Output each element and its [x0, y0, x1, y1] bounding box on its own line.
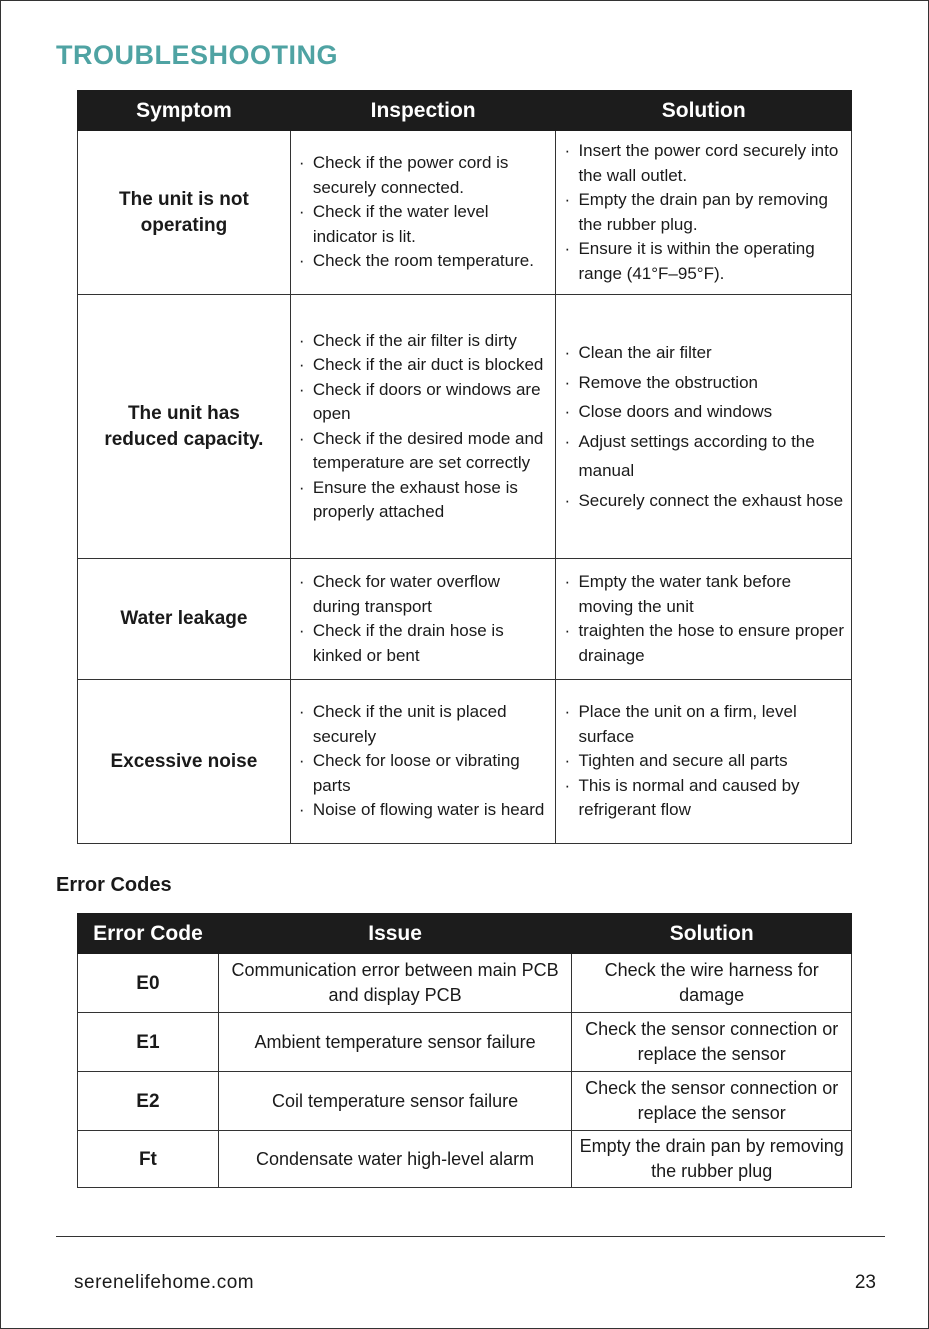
list-item: · Check if the power cord is securely connected.: [299, 151, 550, 200]
inspection-cell: [290, 295, 556, 559]
solution-cell: Empty the drain pan by removing the rubber plug: [572, 1131, 852, 1188]
list-item: · Place the unit on a firm, level surface: [564, 700, 845, 749]
header-solution: Solution: [572, 914, 852, 954]
troubleshooting-table: [77, 90, 852, 844]
list-item: · Empty the drain pan by removing the rubber plug.: [564, 188, 845, 237]
inspection-cell: [290, 131, 556, 295]
list-item: · Noise of flowing water is heard: [299, 798, 550, 823]
solution-cell: [556, 680, 852, 844]
list-item: · Ensure it is within the operating range (41°F–95°F).: [564, 237, 845, 286]
list-item: · Check if the water level indicator is lit.: [299, 200, 550, 249]
solution-list: [556, 139, 851, 286]
list-item: · Check if the unit is placed securely: [299, 700, 550, 749]
list-item: · Check if the desired mode and temperature are set correctly: [299, 427, 550, 476]
list-item: · Tighten and secure all parts: [564, 749, 845, 774]
inspection-list: [291, 570, 556, 668]
troubleshooting-header-row: [78, 91, 852, 131]
symptom-cell: The unit is not operating: [78, 131, 291, 295]
table-row: [78, 1131, 852, 1188]
list-item: · Adjust settings according to the manual: [564, 427, 845, 486]
error-codes-header-row: [78, 914, 852, 954]
solution-cell: Check the sensor connection or replace the sensor: [572, 1072, 852, 1131]
footer-divider: [56, 1236, 885, 1237]
solution-list: [556, 700, 851, 823]
list-item: · Check for water overflow during transport: [299, 570, 550, 619]
error-code-cell: E1: [78, 1013, 219, 1072]
inspection-list: [291, 329, 556, 525]
header-solution: Solution: [556, 91, 852, 131]
error-code-cell: Ft: [78, 1131, 219, 1188]
issue-cell: Coil temperature sensor failure: [218, 1072, 572, 1131]
list-item: · Check for loose or vibrating parts: [299, 749, 550, 798]
footer-website: serenelifehome.com: [74, 1272, 255, 1293]
table-row: [78, 680, 852, 844]
list-item: · traighten the hose to ensure proper drainage: [564, 619, 845, 668]
symptom-cell: Water leakage: [78, 559, 291, 680]
table-row: [78, 559, 852, 680]
table-row: [78, 1072, 852, 1131]
table-row: [78, 295, 852, 559]
solution-cell: Check the sensor connection or replace the sensor: [572, 1013, 852, 1072]
list-item: · Check if the drain hose is kinked or bent: [299, 619, 550, 668]
error-code-cell: E2: [78, 1072, 219, 1131]
list-item: · Check if the air filter is dirty: [299, 329, 550, 354]
header-error-code: Error Code: [78, 914, 219, 954]
header-inspection: Inspection: [290, 91, 556, 131]
table-row: [78, 131, 852, 295]
solution-list: [556, 338, 851, 515]
symptom-cell: The unit has reduced capacity.: [78, 295, 291, 559]
solution-cell: [556, 131, 852, 295]
table-row: [78, 1013, 852, 1072]
solution-list: [556, 570, 851, 668]
solution-cell: Check the wire harness for damage: [572, 954, 852, 1013]
inspection-list: [291, 700, 556, 823]
list-item: · Remove the obstruction: [564, 368, 845, 398]
issue-cell: Communication error between main PCB and display PCB: [218, 954, 572, 1013]
page-title: TROUBLESHOOTING: [56, 40, 338, 70]
inspection-cell: [290, 559, 556, 680]
inspection-list: [291, 151, 556, 274]
list-item: · Check if doors or windows are open: [299, 378, 550, 427]
list-item: · Check the room temperature.: [299, 249, 550, 274]
list-item: · Ensure the exhaust hose is properly attached: [299, 476, 550, 525]
list-item: · Securely connect the exhaust hose: [564, 486, 845, 516]
list-item: · Insert the power cord securely into the wall outlet.: [564, 139, 845, 188]
error-codes-table: [77, 913, 852, 1188]
symptom-cell: Excessive noise: [78, 680, 291, 844]
table-row: [78, 954, 852, 1013]
header-issue: Issue: [218, 914, 572, 954]
list-item: · Close doors and windows: [564, 397, 845, 427]
list-item: · Empty the water tank before moving the unit: [564, 570, 845, 619]
inspection-cell: [290, 680, 556, 844]
issue-cell: Condensate water high-level alarm: [218, 1131, 572, 1188]
list-item: · This is normal and caused by refrigerant flow: [564, 774, 845, 823]
list-item: · Check if the air duct is blocked: [299, 353, 550, 378]
list-item: · Clean the air filter: [564, 338, 845, 368]
header-symptom: Symptom: [78, 91, 291, 131]
solution-cell: [556, 295, 852, 559]
page-number: 23: [854, 1272, 876, 1293]
error-code-cell: E0: [78, 954, 219, 1013]
error-codes-title: Error Codes: [56, 874, 172, 896]
issue-cell: Ambient temperature sensor failure: [218, 1013, 572, 1072]
solution-cell: [556, 559, 852, 680]
